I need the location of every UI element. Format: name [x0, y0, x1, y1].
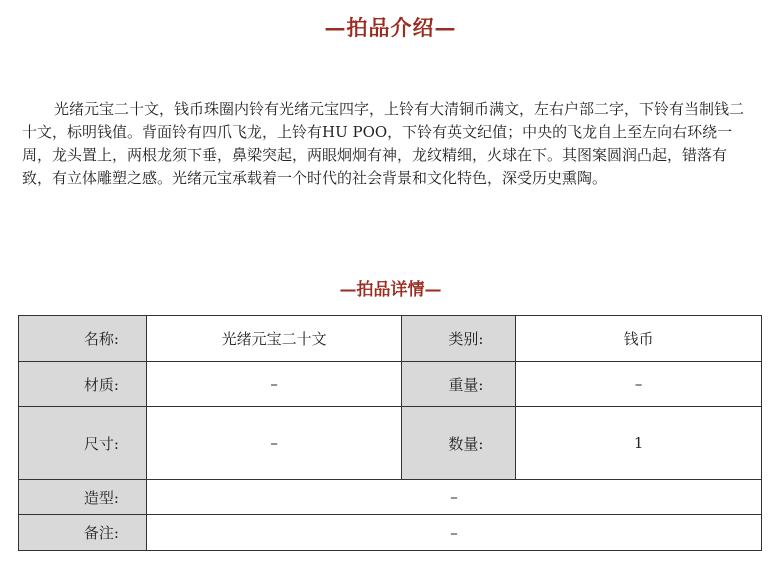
intro-paragraph: 光绪元宝二十文，钱币珠圈内铃有光绪元宝四字，上铃有大清铜币满文，左右户部二字，下铃有当制钱二十文，标明钱值。背面铃有四爪飞龙，上铃有HU POO，下铃有英文纪值；中央的飞龙自上至左向右环绕一周，龙头置上，两根龙须下垂，鼻梁突起，两眼炯炯有神，龙纹精细，火球在下。其图案圆润凸起，错落有致，有立体雕塑之感。光绪元宝承载着一个时代的社会背景和文化特色，深受历史熏陶。 [22, 100, 745, 187]
size-label: 尺寸: [19, 407, 147, 480]
material-label: 材质: [19, 362, 147, 407]
shape-label: 造型: [19, 480, 147, 515]
table-row [19, 515, 762, 551]
size-value: – [146, 407, 402, 480]
name-value: 光绪元宝二十文 [146, 316, 402, 362]
details-section-title: —拍品详情— [339, 280, 442, 300]
weight-value: – [516, 362, 762, 407]
table-row [19, 480, 762, 515]
table-row [19, 316, 762, 362]
remark-value: – [146, 515, 761, 551]
category-value: 钱币 [516, 316, 762, 362]
quantity-label: 数量: [402, 407, 516, 480]
details-table [18, 315, 762, 551]
intro-section-title: —拍品介绍— [324, 15, 457, 40]
material-value: – [146, 362, 402, 407]
quantity-value: 1 [516, 407, 762, 480]
table-row [19, 362, 762, 407]
category-label: 类别: [402, 316, 516, 362]
shape-value: – [146, 480, 761, 515]
name-label: 名称: [19, 316, 147, 362]
weight-label: 重量: [402, 362, 516, 407]
remark-label: 备注: [19, 515, 147, 551]
table-row [19, 407, 762, 480]
